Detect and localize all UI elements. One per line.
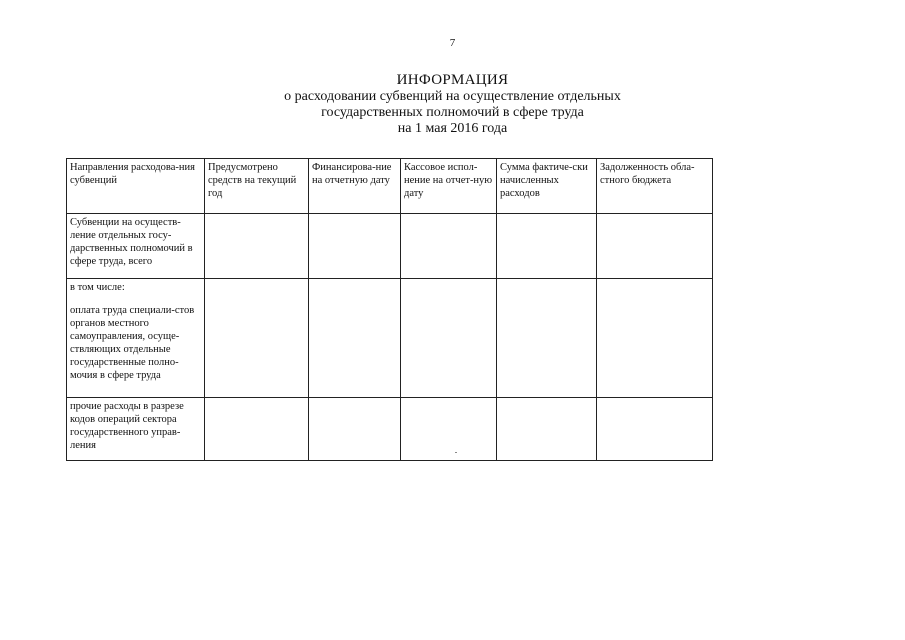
table-cell bbox=[497, 279, 597, 398]
page-number: 7 bbox=[449, 37, 456, 49]
title-heading: ИНФОРМАЦИЯ bbox=[396, 72, 509, 88]
title-line-3: на 1 мая 2016 года bbox=[397, 121, 508, 136]
table-row-total bbox=[67, 214, 713, 279]
table-cell bbox=[597, 279, 713, 398]
table-cell bbox=[309, 398, 401, 461]
title-line-2: государственных полномочий в сфере труда bbox=[321, 105, 584, 120]
scan-speck bbox=[455, 452, 457, 453]
table-cell bbox=[401, 398, 497, 461]
table-row-other bbox=[67, 398, 713, 461]
table-header-row bbox=[67, 159, 713, 214]
table-cell bbox=[597, 398, 713, 461]
table-cell bbox=[309, 214, 401, 279]
table-row-including bbox=[67, 279, 713, 398]
title-line-1: о расходовании субвенций на осуществление отдельных bbox=[284, 89, 621, 104]
header-planned-funds: Предусмотрено средств на текущий год bbox=[205, 159, 309, 214]
table-cell bbox=[597, 214, 713, 279]
expenditure-table bbox=[66, 158, 713, 461]
header-cash-execution: Кассовое испол-нение на отчет-ную дату bbox=[401, 159, 497, 214]
table-cell bbox=[401, 279, 497, 398]
table-cell bbox=[309, 279, 401, 398]
table-cell bbox=[497, 398, 597, 461]
table-cell bbox=[497, 214, 597, 279]
table-cell bbox=[401, 214, 497, 279]
header-regional-debt: Задолженность обла-стного бюджета bbox=[597, 159, 713, 214]
row-label-including: в том числе: bbox=[70, 282, 125, 293]
row-label-other: прочие расходы в разрезе кодов операций сектора государственного управ-ления bbox=[67, 398, 205, 461]
table-cell bbox=[205, 398, 309, 461]
row-label-labor-pay: оплата труда специали-стов органов местного самоуправления, осуще-ствляющих отдельные государственные полно-мочия в сфере труда bbox=[70, 305, 195, 381]
row-label-including-cell bbox=[67, 279, 205, 398]
table-cell bbox=[205, 214, 309, 279]
header-spending-directions: Направления расходова-ния субвенций bbox=[67, 159, 205, 214]
row-label-total: Субвенции на осуществ-ление отдельных госу-дарственных полномочий в сфере труда, всего bbox=[67, 214, 205, 279]
table-cell bbox=[205, 279, 309, 398]
header-financing: Финансирова-ние на отчетную дату bbox=[309, 159, 401, 214]
header-actual-expenses: Сумма фактиче-ски начисленных расходов bbox=[497, 159, 597, 214]
document-title bbox=[0, 71, 905, 137]
